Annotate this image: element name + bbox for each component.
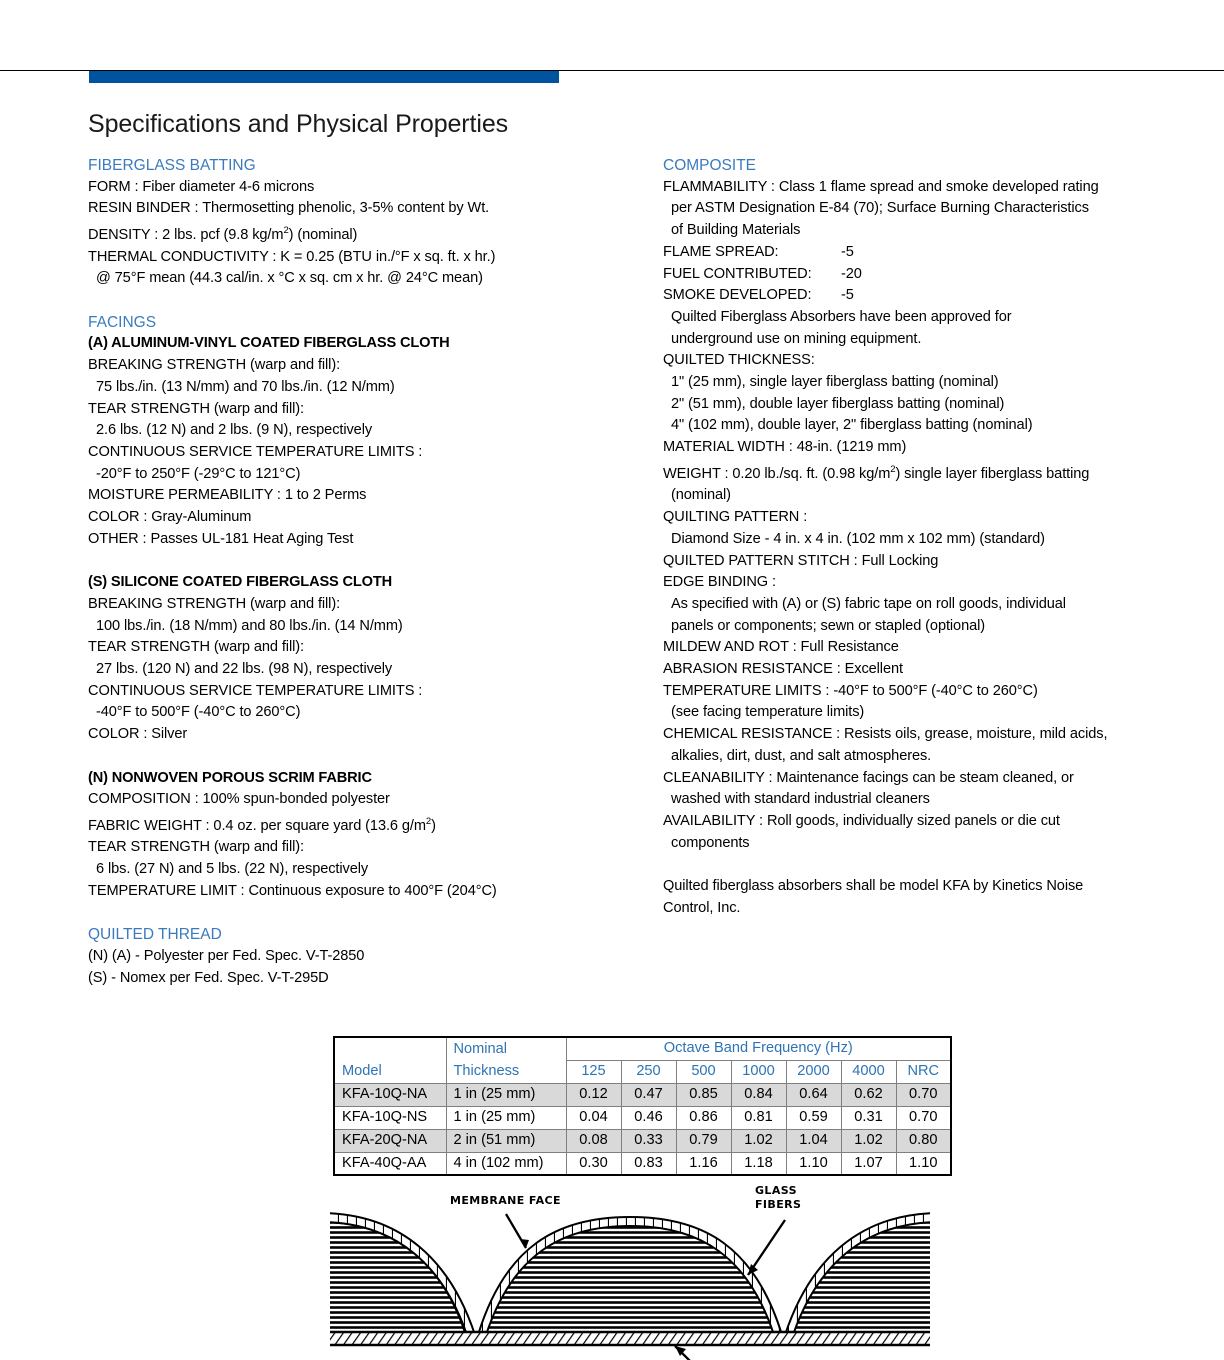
- s-color: COLOR : Silver: [88, 726, 188, 743]
- table-row: [334, 1106, 951, 1129]
- flame-spread-row: [663, 242, 1133, 264]
- spec-thermal-conductivity-cont: @ 75°F mean (44.3 cal/in. x °C x sq. cm x hr. @ 24°C mean): [96, 270, 483, 287]
- cell-500: 0.85: [676, 1083, 731, 1106]
- table-row: [334, 1129, 951, 1152]
- edge-binding-line-2: panels or components; sewn or stapled (optional): [671, 617, 986, 634]
- n-tear-strength: TEAR STRENGTH (warp and fill):: [88, 839, 304, 856]
- a-breaking-strength: BREAKING STRENGTH (warp and fill):: [88, 357, 341, 374]
- flame-spread-value: -5: [841, 243, 854, 260]
- thread-nomex: (S) - Nomex per Fed. Spec. V-T-295D: [88, 969, 329, 986]
- a-tear-strength-value: 2.6 lbs. (12 N) and 2 lbs. (9 N), respectively: [96, 422, 373, 439]
- header-octave-band-frequency: Octave Band Frequency (Hz): [566, 1037, 951, 1060]
- spec-density-tail: ) (nominal): [288, 226, 358, 243]
- a-service-temperature-value: -20°F to 250°F (-29°C to 121°C): [96, 465, 301, 482]
- edge-binding-heading: EDGE BINDING :: [663, 574, 776, 591]
- cell-250: 0.46: [621, 1106, 676, 1129]
- a-moisture-permeability: MOISTURE PERMEABILITY : 1 to 2 Perms: [88, 487, 367, 504]
- spacer: [88, 903, 633, 925]
- cell-250: 0.83: [621, 1152, 676, 1175]
- weight-line: [663, 459, 1133, 486]
- chemical-resistance-line-2: alkalies, dirt, dust, and salt atmospheres.: [671, 747, 932, 764]
- spec-thermal-conductivity: THERMAL CONDUCTIVITY : K = 0.25 (BTU in./°F x sq. ft. x hr.): [88, 248, 496, 265]
- chemical-resistance-line-1: CHEMICAL RESISTANCE : Resists oils, grease, moisture, mild acids,: [663, 726, 1108, 743]
- row-thickness: 1 in (25 mm): [446, 1106, 566, 1129]
- cell-1000: 1.02: [731, 1129, 786, 1152]
- model-note-line-2: Control, Inc.: [663, 899, 741, 916]
- cell-250: 0.33: [621, 1129, 676, 1152]
- a-tear-strength: TEAR STRENGTH (warp and fill):: [88, 400, 304, 417]
- spacer: [663, 854, 1133, 876]
- a-service-temperature-limits: CONTINUOUS SERVICE TEMPERATURE LIMITS :: [88, 443, 423, 460]
- row-model: KFA-40Q-AA: [334, 1152, 446, 1175]
- model-note-line-1: Quilted fiberglass absorbers shall be model KFA by Kinetics Noise: [663, 878, 1084, 895]
- quilted-pattern-stitch: QUILTED PATTERN STITCH : Full Locking: [663, 552, 939, 569]
- n-fabric-weight-tail: ): [431, 817, 436, 834]
- subheading-silicone-coated: (S) SILICONE COATED FIBERGLASS CLOTH: [88, 574, 393, 591]
- cell-nrc: 1.10: [896, 1152, 951, 1175]
- quilting-pattern-heading: QUILTING PATTERN :: [663, 509, 808, 526]
- spacer: [88, 290, 633, 312]
- backing-fabric-band: [330, 1332, 930, 1345]
- subheading-aluminum-vinyl: (A) ALUMINUM-VINYL COATED FIBERGLASS CLOTH: [88, 335, 450, 352]
- s-breaking-strength: BREAKING STRENGTH (warp and fill):: [88, 595, 341, 612]
- availability-line-2: components: [671, 834, 750, 851]
- header-model-blank: [334, 1037, 446, 1060]
- smoke-developed-value: -5: [841, 287, 854, 304]
- cell-1000: 1.18: [731, 1152, 786, 1175]
- a-breaking-strength-value: 75 lbs./in. (13 N/mm) and 70 lbs./in. (12 N/mm): [96, 378, 395, 395]
- weight-nominal: (nominal): [671, 487, 731, 504]
- label-glass-fibers-line2: FIBERS: [755, 1198, 802, 1211]
- quilting-pattern-diamond: Diamond Size - 4 in. x 4 in. (102 mm x 102 mm) (standard): [671, 530, 1045, 547]
- left-column: [88, 155, 633, 989]
- fuel-contributed-label: FUEL CONTRIBUTED:: [663, 265, 812, 282]
- n-temperature-limit: TEMPERATURE LIMIT : Continuous exposure to 400°F (204°C): [88, 882, 497, 899]
- flammability-line-3: of Building Materials: [671, 222, 801, 239]
- section-heading-facings: FACINGS: [88, 313, 157, 331]
- header-nominal: Nominal: [446, 1037, 566, 1060]
- quilted-thickness-1in: 1" (25 mm), single layer fiberglass batting (nominal): [671, 374, 999, 391]
- s-tear-strength: TEAR STRENGTH (warp and fill):: [88, 639, 304, 656]
- spacer: [88, 746, 633, 768]
- quilt-dome-right: [780, 1210, 930, 1338]
- n-fabric-weight: [88, 811, 633, 838]
- flame-spread-label: FLAME SPREAD:: [663, 243, 779, 260]
- table-header-row-2: [334, 1060, 951, 1083]
- section-heading-composite: COMPOSITE: [663, 157, 757, 174]
- cell-2000: 1.10: [786, 1152, 841, 1175]
- page-title: Specifications and Physical Properties: [88, 110, 509, 138]
- header-freq-2000: 2000: [786, 1060, 841, 1083]
- cell-125: 0.08: [566, 1129, 621, 1152]
- a-other: OTHER : Passes UL-181 Heat Aging Test: [88, 530, 354, 547]
- right-column: [663, 155, 1133, 919]
- header-thickness: Thickness: [446, 1060, 566, 1083]
- cell-125: 0.04: [566, 1106, 621, 1129]
- table-row: [334, 1083, 951, 1106]
- n-composition: COMPOSITION : 100% spun-bonded polyester: [88, 791, 390, 808]
- header-freq-125: 125: [566, 1060, 621, 1083]
- cell-2000: 1.04: [786, 1129, 841, 1152]
- material-width: MATERIAL WIDTH : 48-in. (1219 mm): [663, 439, 907, 456]
- header-nrc: NRC: [896, 1060, 951, 1083]
- accent-bar: [89, 71, 559, 83]
- spec-resin-binder: RESIN BINDER : Thermosetting phenolic, 3-5% content by Wt.: [88, 200, 490, 217]
- spec-density-head: DENSITY : 2 lbs. pcf (9.8 kg/m: [88, 226, 284, 243]
- cell-1000: 0.84: [731, 1083, 786, 1106]
- cleanability-line-1: CLEANABILITY : Maintenance facings can be steam cleaned, or: [663, 769, 1074, 786]
- row-model: KFA-10Q-NA: [334, 1083, 446, 1106]
- quilted-thickness-2in: 2" (51 mm), double layer fiberglass batting (nominal): [671, 395, 1005, 412]
- row-model: KFA-20Q-NA: [334, 1129, 446, 1152]
- smoke-developed-row: [663, 285, 1133, 307]
- table-row: [334, 1152, 951, 1175]
- subheading-nonwoven-scrim: (N) NONWOVEN POROUS SCRIM FABRIC: [88, 769, 372, 786]
- cell-125: 0.12: [566, 1083, 621, 1106]
- cell-4000: 1.02: [841, 1129, 896, 1152]
- row-model: KFA-10Q-NS: [334, 1106, 446, 1129]
- cell-nrc: 0.70: [896, 1106, 951, 1129]
- section-heading-quilted-thread: QUILTED THREAD: [88, 926, 222, 944]
- cell-500: 0.79: [676, 1129, 731, 1152]
- n-fabric-weight-superscript: 2: [425, 815, 432, 827]
- n-tear-strength-value: 6 lbs. (27 N) and 5 lbs. (22 N), respectively: [96, 861, 369, 878]
- header-model: Model: [334, 1060, 446, 1083]
- fuel-contributed-value: -20: [841, 265, 862, 282]
- spacer: [88, 551, 633, 573]
- cell-4000: 1.07: [841, 1152, 896, 1175]
- mining-note-line-1: Quilted Fiberglass Absorbers have been approved for: [671, 308, 1012, 325]
- header-freq-1000: 1000: [731, 1060, 786, 1083]
- s-breaking-strength-value: 100 lbs./in. (18 N/mm) and 80 lbs./in. (14 N/mm): [96, 617, 403, 634]
- cell-nrc: 0.80: [896, 1129, 951, 1152]
- row-thickness: 4 in (102 mm): [446, 1152, 566, 1175]
- section-heading-fiberglass-batting: FIBERGLASS BATTING: [88, 157, 256, 174]
- cell-2000: 0.59: [786, 1106, 841, 1129]
- spec-form: FORM : Fiber diameter 4-6 microns: [88, 178, 315, 195]
- s-service-temperature-limits: CONTINUOUS SERVICE TEMPERATURE LIMITS :: [88, 682, 423, 699]
- n-fabric-weight-head: FABRIC WEIGHT : 0.4 oz. per square yard (13.6 g/m: [88, 817, 426, 834]
- cell-125: 0.30: [566, 1152, 621, 1175]
- quilt-cross-section-diagram: [330, 1180, 930, 1360]
- header-freq-4000: 4000: [841, 1060, 896, 1083]
- quilt-dome-left: [330, 1210, 480, 1338]
- weight-head: WEIGHT : 0.20 lb./sq. ft. (0.98 kg/m: [663, 465, 891, 482]
- edge-binding-line-1: As specified with (A) or (S) fabric tape on roll goods, individual: [671, 595, 1066, 612]
- s-service-temperature-value: -40°F to 500°F (-40°C to 260°C): [96, 704, 301, 721]
- spec-density-superscript: 2: [283, 225, 289, 237]
- availability-line-1: AVAILABILITY : Roll goods, individually sized panels or die cut: [663, 812, 1060, 829]
- row-thickness: 1 in (25 mm): [446, 1083, 566, 1106]
- fuel-contributed-row: [663, 264, 1133, 286]
- mining-note-line-2: underground use on mining equipment.: [671, 330, 922, 347]
- quilted-thickness-heading: QUILTED THICKNESS:: [663, 352, 815, 369]
- thread-polyester: (N) (A) - Polyester per Fed. Spec. V-T-2850: [88, 947, 365, 964]
- label-glass-fibers-line1: GLASS: [755, 1184, 797, 1197]
- flammability-line-2: per ASTM Designation E-84 (70); Surface Burning Characteristics: [671, 200, 1089, 217]
- header-freq-250: 250: [621, 1060, 676, 1083]
- quilted-thickness-4in: 4" (102 mm), double layer, 2" fiberglass batting (nominal): [671, 417, 1033, 434]
- abrasion-resistance: ABRASION RESISTANCE : Excellent: [663, 661, 903, 678]
- absorption-coefficient-table: [333, 1036, 952, 1176]
- temperature-limits-note: (see facing temperature limits): [671, 704, 865, 721]
- cell-nrc: 0.70: [896, 1083, 951, 1106]
- cell-1000: 0.81: [731, 1106, 786, 1129]
- table-header-row-1: [334, 1037, 951, 1060]
- cleanability-line-2: washed with standard industrial cleaners: [671, 791, 930, 808]
- weight-superscript: 2: [890, 463, 896, 475]
- mildew-and-rot: MILDEW AND ROT : Full Resistance: [663, 639, 899, 656]
- header-freq-500: 500: [676, 1060, 731, 1083]
- cell-500: 1.16: [676, 1152, 731, 1175]
- row-thickness: 2 in (51 mm): [446, 1129, 566, 1152]
- cell-2000: 0.64: [786, 1083, 841, 1106]
- cell-4000: 0.62: [841, 1083, 896, 1106]
- cell-500: 0.86: [676, 1106, 731, 1129]
- cell-250: 0.47: [621, 1083, 676, 1106]
- spec-density: [88, 220, 633, 247]
- smoke-developed-label: SMOKE DEVELOPED:: [663, 287, 812, 304]
- cell-4000: 0.31: [841, 1106, 896, 1129]
- weight-tail: ) single layer fiberglass batting: [895, 465, 1090, 482]
- a-color: COLOR : Gray-Aluminum: [88, 509, 252, 526]
- temperature-limits: TEMPERATURE LIMITS : -40°F to 500°F (-40°C to 260°C): [663, 682, 1038, 699]
- label-membrane-face: MEMBRANE FACE: [450, 1194, 561, 1207]
- flammability-line-1: FLAMMABILITY : Class 1 flame spread and smoke developed rating: [663, 178, 1099, 195]
- s-tear-strength-value: 27 lbs. (120 N) and 22 lbs. (98 N), respectively: [96, 661, 393, 677]
